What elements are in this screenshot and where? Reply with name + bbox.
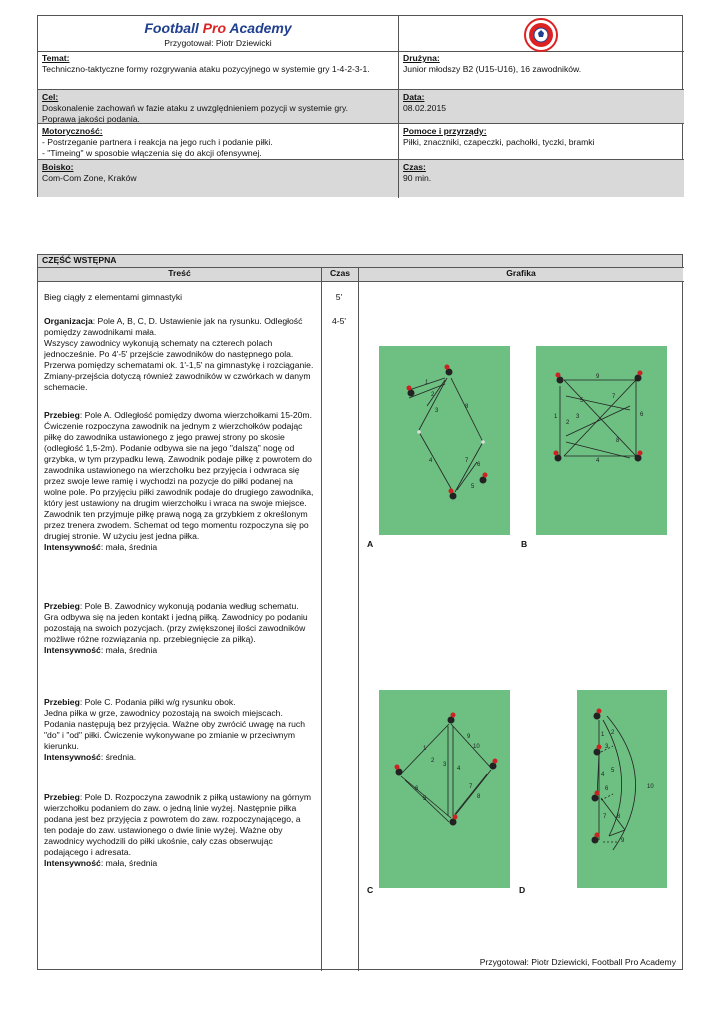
d-num-9: 9 <box>621 838 625 844</box>
a-num-2: 2 <box>431 392 435 398</box>
d-num-10: 10 <box>647 784 654 790</box>
a-num-1: 1 <box>425 380 429 386</box>
paragraph-przebieg-c: Przebieg: Pole C. Podania piłki w/g rysunku obok. Jedna piłka w grze, zawodnicy pozostają na swoich miejscach. Podania następują bez przyjęcia. Ważne oby zwrócić uwagę na ruch "do" i "od" piłki. Ćwiczenie wykonywane po zmianie w przeciwnym kierunku. Intensywność: średnia. <box>44 697 305 762</box>
b-num-3: 3 <box>576 414 580 420</box>
footer-credit: Przygotował: Piotr Dziewicki, Football Pro Academy <box>479 957 676 967</box>
c-num-4: 4 <box>457 766 461 772</box>
b-num-8: 8 <box>616 438 620 444</box>
paragraph-run: Bieg ciągły z elementami gimnastyki <box>44 292 183 302</box>
diagram-a-drawing <box>379 346 510 535</box>
a-num-6: 6 <box>477 462 481 468</box>
time-organizacja: 4-5' <box>331 316 347 326</box>
a-num-8: 8 <box>465 404 469 410</box>
d-num-7: 7 <box>603 814 607 820</box>
c-num-6: 6 <box>415 786 419 792</box>
club-logo-icon <box>524 18 558 52</box>
field-b <box>536 346 667 535</box>
druzyna-value: Junior młodszy B2 (U15-U16), 16 zawodników. <box>403 64 582 74</box>
cel-label: Cel: <box>42 92 59 102</box>
d-num-2: 2 <box>611 730 615 736</box>
diagram-c-drawing <box>379 690 510 888</box>
field-c <box>379 690 510 888</box>
d-num-4: 4 <box>601 772 605 778</box>
c-num-7: 7 <box>469 784 473 790</box>
b-num-9: 9 <box>596 374 600 380</box>
pomoce-value: Piłki, znaczniki, czapeczki, pachołki, tyczki, bramki <box>403 137 595 147</box>
b-num-1: 1 <box>554 414 558 420</box>
c-num-9: 9 <box>467 734 471 740</box>
paragraph-organizacja: Organizacja: Pole A, B, C, D. Ustawienie jak na rysunku. Odległość pomiędzy zawodnikami mała. Wszyscy zawodnicy wykonują schematy na czterech polach jednocześnie. Po 4'-5' przejście zawodników do następnego pola. Przerwa pomiędzy schematami ok. 1'-1,5' na gimnastykę i rozciąganie. Zmiany-przejścia dotyczą również zawodników w czwórkach w danym schemacie. <box>44 316 314 392</box>
b-num-2: 2 <box>566 420 570 426</box>
academy-title: Football Pro Academy <box>144 20 292 36</box>
d-num-5: 5 <box>611 768 615 774</box>
motorycznosc-label: Motoryczność: <box>42 126 103 136</box>
a-num-7: 7 <box>465 458 469 464</box>
pomoce-label: Pomoce i przyrządy: <box>403 126 487 136</box>
b-num-5: 5 <box>580 398 584 404</box>
field-b-label: B <box>521 539 528 549</box>
paragraph-przebieg-b: Przebieg: Pole B. Zawodnicy wykonują podania według schematu. Gra odbywa się na jeden kontakt i jedną piłką. Zawodnicy po podaniu pozostają na swoich pozycjach. (przy zwiększonej ilości zawodników możliwe różne rozwiązania np. przebiegnięcie za piłką). Intensywność: mała, średnia <box>44 601 308 655</box>
col-czas: Czas <box>322 268 358 281</box>
cel-value: Doskonalenie zachowań w fazie ataku z uwzględnieniem pozycji w systemie gry. Poprawa jakości podania. <box>42 103 349 123</box>
druzyna-label: Drużyna: <box>403 53 440 63</box>
d-num-6: 6 <box>605 786 609 792</box>
field-c-label: C <box>367 885 374 895</box>
d-num-1: 1 <box>601 732 605 738</box>
c-num-2: 2 <box>431 758 435 764</box>
czas-label: Czas: <box>403 162 426 172</box>
field-a-label: A <box>367 539 374 549</box>
section-title: CZĘŚĆ WSTĘPNA <box>38 255 682 267</box>
b-num-6: 6 <box>640 412 644 418</box>
diagram-b-drawing <box>536 346 667 535</box>
col-grafika: Grafika <box>359 268 683 281</box>
info-table <box>37 15 683 197</box>
czas-value: 90 min. <box>403 173 432 183</box>
diagram-d-drawing <box>577 690 667 888</box>
field-d <box>577 690 667 888</box>
d-num-3: 3 <box>605 744 609 750</box>
c-num-5: 5 <box>423 796 427 802</box>
c-num-3: 3 <box>443 762 447 768</box>
c-num-1: 1 <box>423 746 427 752</box>
time-run: 5' <box>335 292 343 302</box>
temat-value: Techniczno-taktyczne formy rozgrywania ataku pozycyjnego w systemie gry 1-4-2-3-1. <box>42 64 370 74</box>
prepared-by: Przygotował: Piotr Dziewicki <box>164 38 272 48</box>
boisko-value: Com-Com Zone, Kraków <box>42 173 137 183</box>
a-num-4: 4 <box>429 458 433 464</box>
motorycznosc-value: - Postrzeganie partnera i reakcja na jego ruch i podanie piłki. - "Timeing" w sposobie włączenia się do akcji ofensywnej. <box>42 137 273 158</box>
paragraph-przebieg-a: Przebieg: Pole A. Odległość pomiędzy dwoma wierzchołkami 15-20m. Ćwiczenie rozpoczyna zawodnik na jednym z wierzchołków podając piłkę do zawodnika ustawionego z jego prawej strony po skosie (odległość 1,5-2m). Podanie odbywa sie na jego "dalszą" nogę od grzybka, w tym przypadku lewą. Zawodnik podaje piłkę z powrotem do zawodnika ustawionego na wierzchołku bez przyjęcia i odwraca się przez swoje lewe ramię i wychodzi na pozycje do piłki podanej na wolne pole. Po przyjęciu piłki zawodnik podaje do drugiego zawodnika, który jest ustawiony na drugim wierzchołku i wraca na swoje miejsce. Zawodnik ten przyjmuje piłkę prawą nogą za grzybkiem z określonym przez trenera zwodem. Schemat od tego momentu rozpoczyna się po drugiej stronie. W użyciu jest jedna piłka. Intensywność: mała, średnia <box>44 410 314 552</box>
b-num-4: 4 <box>596 458 600 464</box>
c-num-8: 8 <box>477 794 481 800</box>
boisko-label: Boisko: <box>42 162 74 172</box>
temat-label: Temat: <box>42 53 70 63</box>
a-num-5: 5 <box>471 484 475 490</box>
d-num-8: 8 <box>617 814 621 820</box>
data-value: 08.02.2015 <box>403 103 447 113</box>
c-num-10: 10 <box>473 744 480 750</box>
data-label: Data: <box>403 92 425 102</box>
field-a <box>379 346 510 535</box>
b-num-7: 7 <box>612 394 616 400</box>
paragraph-przebieg-d: Przebieg: Pole D. Rozpoczyna zawodnik z piłką ustawiony na górnym wierzchołku podaniem do zaw. o jedną linie wyżej. Następnie piłka podana jest bez przyjęcia z powrotem do zaw. rozpoczynającego, a ten podaje do zaw. ustawionego o dwie linie wyżej. Ważne oby zawodnicy wychodzili do piłki ukośnie, cały czas obserwując podającego i adresata. Intensywność: mała, średnia <box>44 792 312 868</box>
field-d-label: D <box>519 885 526 895</box>
a-num-3: 3 <box>435 408 439 414</box>
col-tresc: Treść <box>38 268 321 281</box>
